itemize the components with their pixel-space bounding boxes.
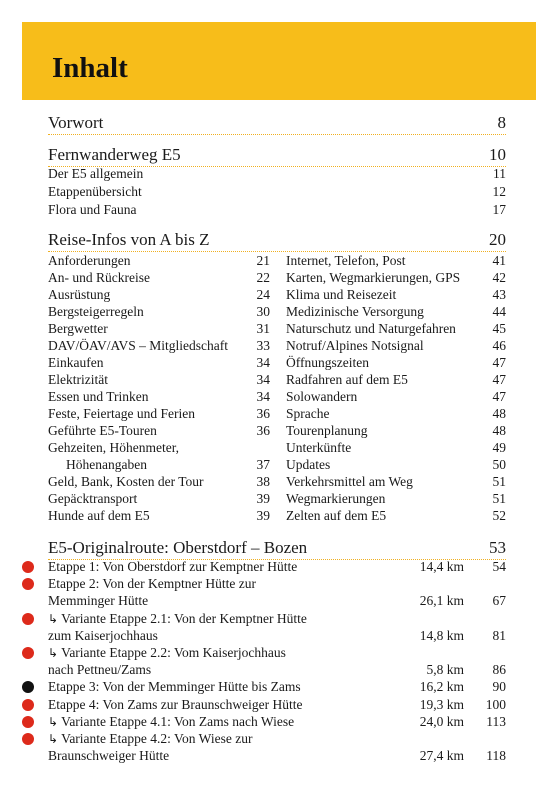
toc-item-page: 30 [256,304,270,319]
toc-item-page: 17 [492,202,506,217]
stage-item[interactable] [48,558,506,575]
difficulty-dot-icon [22,578,34,590]
page-title: Inhalt [52,52,128,84]
toc-item[interactable] [286,388,506,405]
toc-section-originalroute[interactable] [48,538,506,560]
toc-item[interactable] [48,165,506,182]
stage-label: Etappe 4: Von Zams zur Braunschweiger Hütte [48,696,303,712]
toc-item-label: Bergsteigerregeln [48,304,144,319]
toc-item[interactable] [48,439,270,456]
toc-item-label: Höhenangaben [66,457,147,472]
toc-item-label: Essen und Trinken [48,389,149,404]
toc-item-label: Notruf/Alpines Notsignal [286,338,424,353]
toc-item[interactable] [286,371,506,388]
toc-item-label: Anforderungen [48,253,131,268]
toc-item-label: Flora und Fauna [48,202,137,217]
toc-item-label: Gepäcktransport [48,491,138,506]
toc-section-reiseinfos[interactable] [48,230,506,252]
toc-item-page: 21 [256,253,270,268]
stage-item[interactable] [48,644,506,678]
toc-item-page: 51 [492,491,506,506]
toc-item[interactable] [286,507,506,524]
stage-distance: 26,1 km [419,593,464,609]
toc-item[interactable] [48,473,270,490]
variant-arrow-icon: ↳ [48,732,59,746]
stage-distance: 16,2 km [419,679,464,695]
stage-label: Variante Etappe 4.2: Von Wiese zur [61,731,253,746]
toc-item-label: Etappenübersicht [48,184,142,199]
toc-item-page: 11 [493,166,506,181]
toc-item-page: 39 [256,491,270,506]
toc-item-page: 38 [256,474,270,489]
toc-item-label: Einkaufen [48,355,104,370]
stage-page: 67 [492,593,506,609]
toc-section-vorwort[interactable] [48,113,506,135]
toc-item[interactable] [48,507,270,524]
toc-item-label: Elektrizität [48,372,108,387]
toc-item-label: Hunde auf dem E5 [48,508,150,523]
stage-page: 100 [485,696,506,712]
toc-item-label: Feste, Feiertage und Ferien [48,406,195,421]
toc-item-page: 24 [256,287,270,302]
stage-distance: 27,4 km [419,748,464,763]
stage-label: Variante Etappe 2.1: Von der Kemptner Hütte [61,610,307,626]
toc-item-page: 50 [492,457,506,472]
stage-item[interactable] [48,610,506,644]
toc-item[interactable] [48,422,270,439]
toc-item-label: DAV/ÖAV/AVS – Mitgliedschaft [48,338,229,353]
toc-item-label: Medizinische Versorgung [286,304,424,319]
toc-item[interactable] [48,252,270,269]
toc-item-label: Ausrüstung [48,287,111,302]
stage-page: 54 [492,559,506,574]
stage-distance: 19,3 km [419,696,464,712]
difficulty-dot-icon [22,647,34,659]
toc-item-page: 47 [492,372,506,387]
toc-item-page: 51 [492,474,506,489]
difficulty-dot-icon [22,733,34,745]
toc-item-page: 41 [492,253,506,268]
difficulty-dot-icon [22,561,34,573]
toc-item-label: Karten, Wegmarkierungen, GPS [286,270,461,285]
stage-label: zum Kaiserjochhaus [48,627,158,643]
toc-item[interactable] [48,320,270,337]
toc-item-page: 22 [256,270,270,285]
toc-item-label: Solowandern [286,389,358,404]
toc-item-label: Verkehrsmittel am Weg [286,474,413,489]
stage-label: Memminger Hütte [48,593,149,609]
variant-arrow-icon: ↳ [48,646,59,660]
section-page: 8 [497,113,506,132]
stage-label: Etappe 1: Von Oberstdorf zur Kemptner Hütte [48,559,298,574]
toc-item[interactable] [286,269,506,286]
section-title: Vorwort [48,113,104,132]
stage-distance: 14,4 km [419,559,464,574]
stage-distance: 5,8 km [426,662,464,677]
difficulty-dot-icon [22,716,34,728]
toc-item-label: Updates [286,457,331,472]
stage-label: Variante Etappe 2.2: Vom Kaiserjochhaus [61,645,286,660]
toc-item-label: Bergwetter [48,321,108,336]
stage-item[interactable] [48,713,506,730]
toc-item-page: 43 [492,287,506,302]
toc-item[interactable] [286,473,506,490]
toc-item-page: 36 [256,423,270,438]
stage-distance: 14,8 km [419,627,464,643]
toc-item[interactable] [286,320,506,337]
toc-item-label: Geld, Bank, Kosten der Tour [48,474,204,489]
toc-item[interactable] [48,388,270,405]
stage-page: 113 [486,713,506,729]
toc-item-page: 48 [492,406,506,421]
toc-item-label: Wegmarkierungen [286,491,386,506]
toc-item[interactable] [286,439,506,456]
toc-item-page: 47 [492,389,506,404]
stage-label: Braunschweiger Hütte [48,748,170,763]
toc-item[interactable] [48,286,270,303]
toc-item-label: Sprache [286,406,330,421]
toc-item-label: Unterkünfte [286,440,352,455]
toc-item[interactable] [286,286,506,303]
stage-page: 90 [492,679,506,695]
toc-item[interactable] [286,422,506,439]
toc-item-page: 34 [256,389,270,404]
stage-label: Etappe 3: Von der Memminger Hütte bis Zams [48,679,301,695]
toc-item-label: Radfahren auf dem E5 [286,372,408,387]
reiseinfos-left-column [48,252,270,524]
section-title: Reise-Infos von A bis Z [48,230,210,249]
toc-item-page: 49 [492,440,506,455]
section-page: 10 [489,145,506,164]
stage-item[interactable] [48,730,506,764]
toc-item-label: Der E5 allgemein [48,166,144,181]
stage-item[interactable] [48,575,506,609]
toc-item[interactable] [286,337,506,354]
toc-item-label: Geführte E5-Touren [48,423,157,438]
toc-item[interactable] [48,354,270,371]
toc-item[interactable] [48,456,270,473]
toc-item-page: 33 [256,338,270,353]
toc-item-label: Klima und Reisezeit [286,287,397,302]
toc-item-label: Naturschutz und Naturgefahren [286,321,456,336]
difficulty-dot-icon [22,681,34,693]
section-page: 53 [489,538,506,557]
stage-label: nach Pettneu/Zams [48,662,152,677]
toc-item-page: 36 [256,406,270,421]
stage-item[interactable] [48,678,506,695]
stage-distance: 24,0 km [419,713,464,729]
difficulty-dot-icon [22,613,34,625]
toc-item-page: 31 [256,321,270,336]
variant-arrow-icon: ↳ [48,611,59,626]
difficulty-dot-icon [22,699,34,711]
stage-item[interactable] [48,696,506,713]
toc-item-label: Tourenplanung [286,423,368,438]
toc-item-page: 44 [492,304,506,319]
toc-item-page: 47 [492,355,506,370]
toc-item-page: 52 [492,508,506,523]
section-title: E5-Originalroute: Oberstdorf – Bozen [48,538,308,557]
toc-item[interactable] [286,303,506,320]
toc-item[interactable] [286,252,506,269]
toc-item[interactable] [286,456,506,473]
toc-item[interactable] [48,303,270,320]
toc-item[interactable] [48,490,270,507]
toc-item[interactable] [48,405,270,422]
stage-page: 86 [492,662,506,677]
toc-item-label: Öffnungszeiten [286,355,369,370]
toc-item[interactable] [48,269,270,286]
toc-item-label: An- und Rückreise [48,270,150,285]
toc-item[interactable] [286,490,506,507]
toc-item[interactable] [48,183,506,200]
stage-label: Variante Etappe 4.1: Von Zams nach Wiese [61,713,295,729]
variant-arrow-icon: ↳ [48,714,59,729]
toc-item[interactable] [48,371,270,388]
toc-item-label: Zelten auf dem E5 [286,508,387,523]
toc-item[interactable] [286,405,506,422]
toc-item-page: 46 [492,338,506,353]
toc-item-page: 39 [256,508,270,523]
stage-page: 81 [492,627,506,643]
toc-item[interactable] [286,354,506,371]
stage-label: Etappe 2: Von der Kemptner Hütte zur [48,576,256,592]
toc-item-label: Internet, Telefon, Post [286,253,406,268]
toc-item-page: 48 [492,423,506,438]
toc-item-page: 34 [256,355,270,370]
toc-item-page: 42 [492,270,506,285]
toc-item-label: Gehzeiten, Höhenmeter, [48,440,180,455]
toc-item-page: 12 [492,184,506,199]
toc-item-page: 34 [256,372,270,387]
toc-section-fernwanderweg[interactable] [48,145,506,167]
toc-item-page: 45 [492,321,506,336]
toc-item[interactable] [48,337,270,354]
section-title: Fernwanderweg E5 [48,145,181,164]
section-page: 20 [489,230,506,249]
toc-item-page: 37 [256,457,270,472]
toc-item[interactable] [48,201,506,218]
title-banner [22,22,536,100]
reiseinfos-right-column [286,252,506,524]
stage-page: 118 [486,748,506,763]
